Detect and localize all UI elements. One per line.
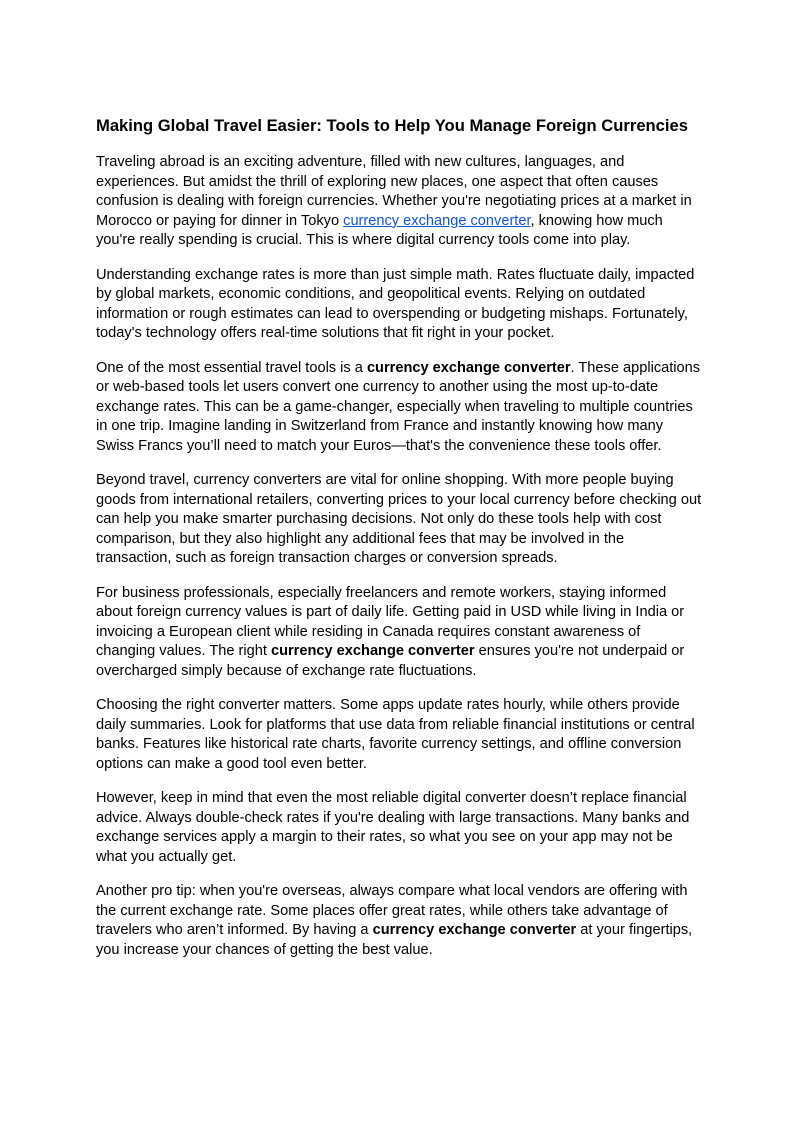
currency-converter-link[interactable]: currency exchange converter — [343, 212, 531, 229]
bold-keyword: currency exchange converter — [366, 359, 571, 376]
paragraph-text: ensures you're not underpaid or overcharged simply because of exchange rate fluctuations. — [96, 643, 685, 679]
bold-keyword: currency exchange converter — [270, 643, 475, 659]
document-page — [96, 114, 702, 975]
paragraph-text: at your fingertips, you increase your chances of getting the best value. — [96, 922, 693, 958]
paragraph-online-shopping: Beyond travel, currency converters are vital for online shopping. With more people buying goods from international retailers, converting prices to your local currency before checking out can help you make smarter purchasing decisions. Not only do these tools help with cost comparison, but they also highlight any additional fees that may be involved in the transaction, such as foreign transaction charges or conversion spreads. — [96, 472, 702, 566]
paragraph-text: Another pro tip: when you're overseas, always compare what local vendors are offering with the current exchange rate. Some places offer great rates, while others take advantage of travelers who aren’t informed. By having a — [96, 883, 688, 938]
paragraph-pro-tip — [96, 882, 702, 960]
paragraph-essential-tools — [96, 359, 702, 457]
paragraph-choosing: Choosing the right converter matters. Some apps update rates hourly, while others provide daily summaries. Look for platforms that use data from reliable financial institutions or central banks. Features like historical rate charts, favorite currency settings, and offline conversion options can make a good tool even better. — [96, 697, 695, 772]
paragraph-text: Traveling abroad is an exciting adventure, filled with new cultures, languages, and experiences. But amidst the thrill of exploring new places, one aspect that often causes confusion is dealing with foreign currencies. Whether you're negotiating prices at a market in Morocco or paying for dinner in Tokyo — [96, 154, 692, 229]
document-title: Making Global Travel Easier: Tools to Help You Manage Foreign Currencies — [96, 116, 688, 135]
paragraph-text: One of the most essential travel tools is a — [96, 359, 367, 376]
paragraph-text: For business professionals, especially freelancers and remote workers, staying informed about foreign currency values is part of daily life. Getting paid in USD while living in India or invoicing a European client while residing in Canada requires constant awareness of changing values. The right — [96, 584, 685, 659]
paragraph-business — [96, 584, 702, 682]
paragraph-caution: However, keep in mind that even the most reliable digital converter doesn’t replace financial advice. Always double-check rates if you're dealing with large transactions. Many banks and exchange services apply a margin to their rates, so what you see on your app may not be what you actually get. — [96, 790, 690, 865]
paragraph-text: . These applications or web-based tools let users convert one currency to another using the most up-to-date exchange rates. This can be a game-changer, especially when traveling to multiple countries in one trip. Imagine landing in Switzerland from France and instantly knowing how many Swiss Francs you’ll need to match your Euros—that's the convenience these tools offer. — [96, 359, 701, 454]
paragraph-intro — [96, 153, 702, 251]
paragraph-exchange-rates: Understanding exchange rates is more than just simple math. Rates fluctuate daily, impacted by global markets, economic conditions, and geopolitical events. Relying on outdated information or rough estimates can lead to overspending or budgeting mishaps. Fortunately, today's technology offers real-time solutions that fit right in your pocket. — [96, 266, 695, 341]
bold-keyword: currency exchange converter — [372, 922, 577, 938]
paragraph-text: , knowing how much you're really spending is crucial. This is where digital currency tools come into play. — [96, 212, 663, 248]
